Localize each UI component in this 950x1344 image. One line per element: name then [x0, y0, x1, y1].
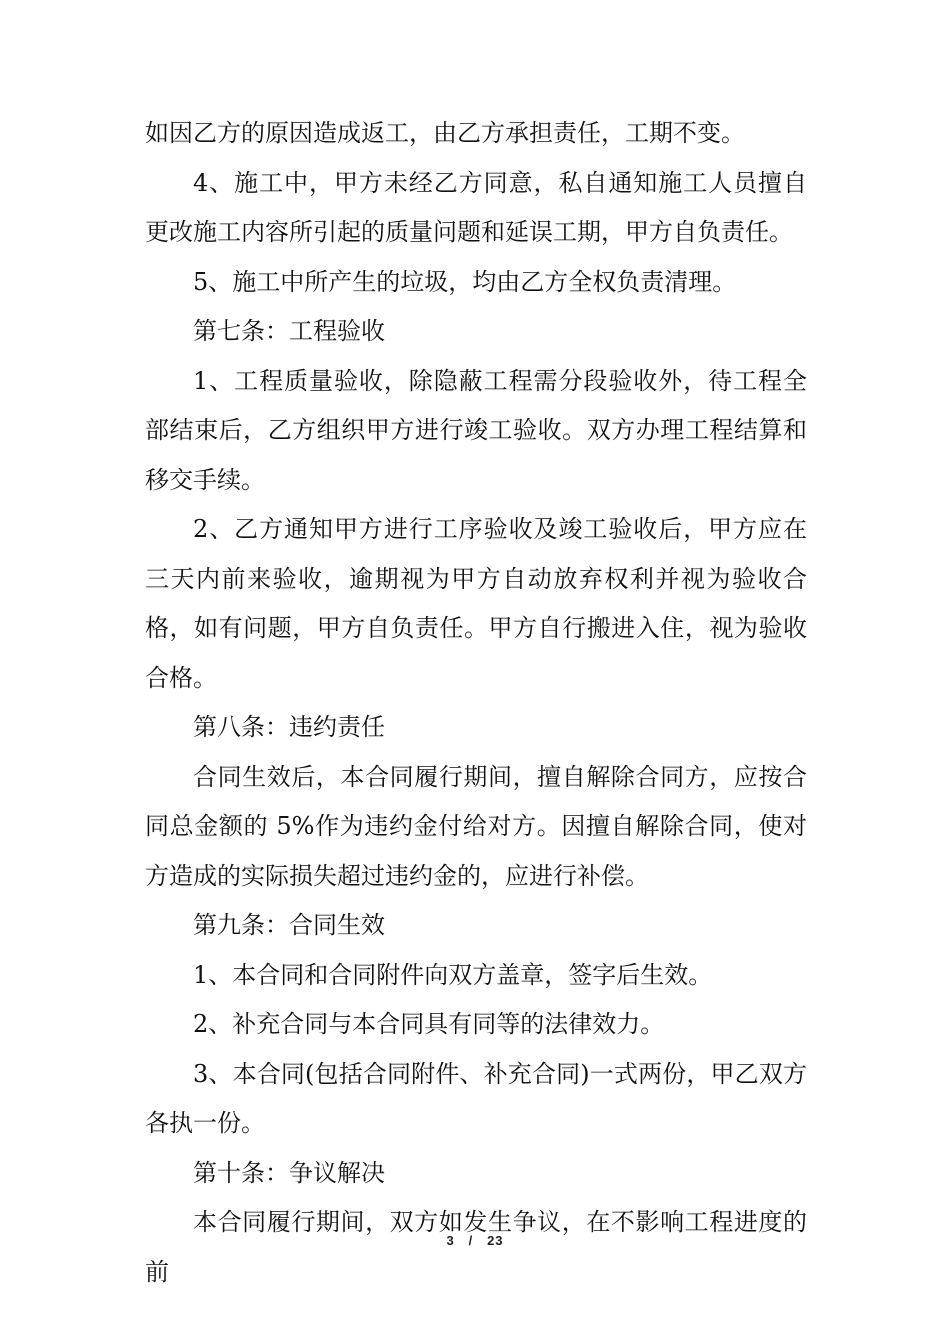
paragraph-clause-7-1: 1、工程质量验收，除隐蔽工程需分段验收外，待工程全部结束后，乙方组织甲方进行竣工验收。双方办理工程结算和移交手续。 [145, 366, 807, 494]
paragraph-clause-9-2: 2、补充合同与本合同具有同等的法律效力。 [193, 1010, 665, 1038]
paragraph-clause-6-5: 5、施工中所产生的垃圾，均由乙方全权负责清理。 [193, 267, 737, 296]
current-page-number: 3 [446, 1233, 455, 1248]
page-number-footer [0, 1233, 950, 1248]
paragraph-clause-6-4: 4、施工中，甲方未经乙方同意，私自通知施工人员擅自更改施工内容所引起的质量问题和延误工期，甲方自负责任。 [145, 168, 807, 246]
total-pages-number: 23 [487, 1233, 504, 1248]
paragraph-clause-9-3: 3、本合同(包括合同附件、补充合同)一式两份，甲乙双方各执一份。 [145, 1059, 807, 1137]
page-separator: / [468, 1233, 474, 1248]
paragraph-article-8-body: 合同生效后，本合同履行期间，擅自解除合同方，应按合同总金额的 5%作为违约金付给对方。因擅自解除合同，使对方造成的实际损失超过违约金的，应进行补偿。 [145, 762, 807, 890]
section-heading-article-7: 第七条：工程验收 [193, 317, 385, 345]
paragraph-continuation: 如因乙方的原因造成返工，由乙方承担责任，工期不变。 [145, 119, 745, 147]
section-heading-article-10: 第十条：争议解决 [193, 1158, 385, 1187]
paragraph-clause-7-2: 2、乙方通知甲方进行工序验收及竣工验收后，甲方应在三天内前来验收，逾期视为甲方自动放弃权利并视为验收合格，如有问题，甲方自负责任。甲方自行搬进入住，视为验收合格。 [145, 515, 807, 692]
section-heading-article-9: 第九条：合同生效 [193, 911, 385, 939]
paragraph-article-10-body: 本合同履行期间，双方如发生争议，在不影响工程进度的前 [145, 1208, 807, 1286]
document-body [145, 109, 807, 1297]
paragraph-clause-9-1: 1、本合同和合同附件向双方盖章，签字后生效。 [193, 960, 713, 989]
section-heading-article-8: 第八条：违约责任 [193, 713, 385, 741]
